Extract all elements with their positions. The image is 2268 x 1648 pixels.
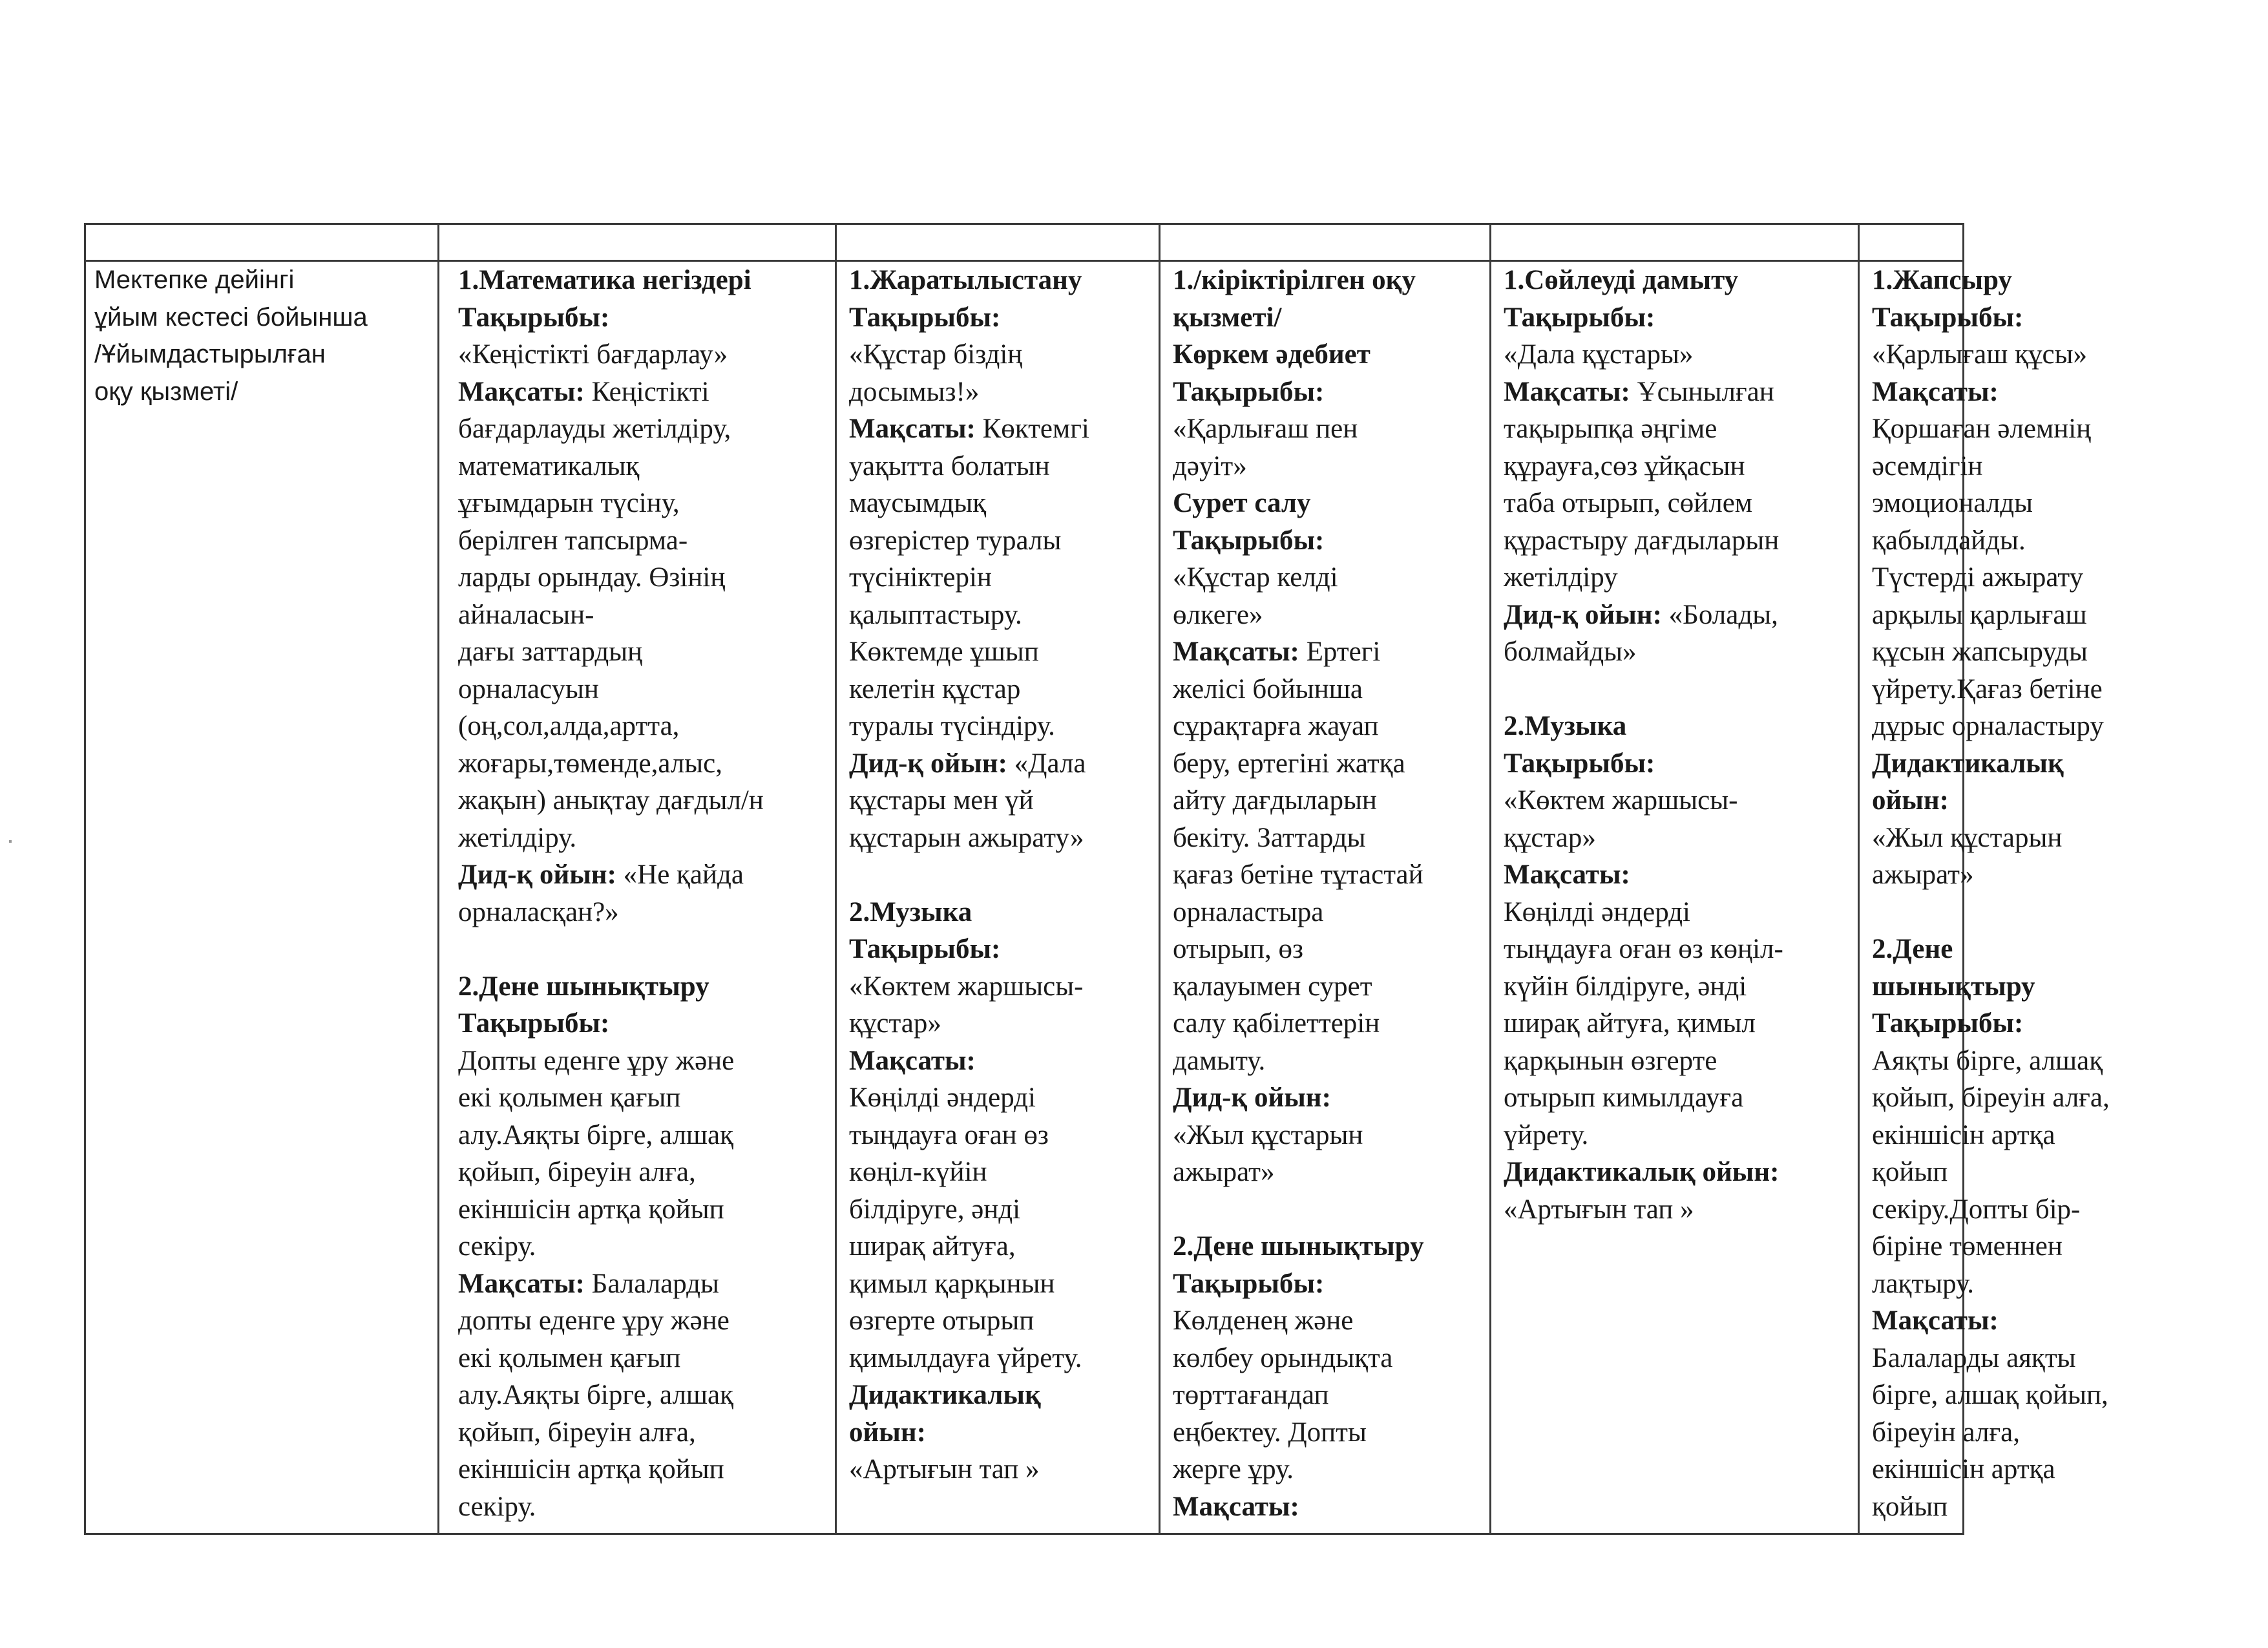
- cell-text-line: 1.Сөйлеуді дамыту: [1504, 265, 1739, 295]
- cell-text-line: Дид-қ ойын:: [1173, 1083, 1331, 1113]
- scan-speck: [9, 840, 12, 843]
- cell-text-line: туралы түсіндіру.: [849, 711, 1055, 741]
- field-label: Мақсаты:: [1173, 637, 1299, 667]
- cell-text-line: құрауға,сөз ұйқасын: [1504, 450, 1745, 481]
- field-label: Мақсаты:: [1504, 376, 1630, 407]
- field-value: Көктемгі: [975, 414, 1089, 444]
- cell-text-line: «Көктем жаршысы-: [1504, 785, 1738, 816]
- cell-text-line: Тақырыбы:: [849, 934, 1001, 964]
- cell-text-line: Тақырыбы:: [1504, 748, 1655, 779]
- cell-text-line: «Артығын тап »: [849, 1454, 1040, 1484]
- cell-text-line: дәуіт»: [1173, 450, 1247, 481]
- cell-text-line: Тақырыбы:: [458, 1008, 610, 1039]
- cell-text-line: шынықтыру: [1872, 971, 2035, 1002]
- blank-line: [1173, 1191, 1476, 1229]
- cell-text-line: Дидактикалық: [1872, 748, 2064, 779]
- cell-text-line: қойып, біреуін алға,: [1872, 1083, 2110, 1113]
- cell-text-line: 2.Дене шынықтыру: [1173, 1231, 1424, 1262]
- cell-text-line: 1./кіріктірілген оқу: [1173, 265, 1416, 295]
- cell-text-line: «Кеңістікті бағдарлау»: [458, 339, 728, 370]
- cell-text-line: жоғары,төменде,алыс,: [458, 748, 722, 779]
- cell-text-line: біреуін алға,: [1872, 1417, 2020, 1448]
- cell-text-line: Аяқты бірге, алшақ: [1872, 1045, 2103, 1076]
- cell-text-line: (оң,сол,алда,артта,: [458, 711, 680, 741]
- cell-text-line: ойын:: [849, 1417, 926, 1448]
- cell-text-line: салу қабілеттерін: [1173, 1008, 1380, 1039]
- cell-text-line: көңіл-күйін: [849, 1157, 987, 1187]
- cell-text-line: бекіту. Заттарды: [1173, 822, 1366, 853]
- blank-line: [1504, 671, 1845, 708]
- cell-text-line: қойып, біреуін алға,: [458, 1157, 696, 1187]
- cell-text-line: біріне төменнен: [1872, 1231, 2063, 1262]
- cell-text-line: алу.Аяқты бірге, алшақ: [458, 1119, 734, 1150]
- cell-text-line: қызметі/: [1173, 302, 1282, 333]
- field-label: Мақсаты:: [458, 376, 585, 407]
- cell-text-line: секіру.Допты бір-: [1872, 1194, 2081, 1225]
- cell-text-line: /Ұйымдастырылған: [94, 340, 326, 368]
- cell-text-line: Дидактикалық ойын:: [1504, 1157, 1780, 1187]
- cell-text-line: математикалық: [458, 450, 640, 481]
- field-label: Дид-қ ойын:: [1504, 599, 1662, 630]
- cell-text-line: ұғымдарын түсіну,: [458, 488, 680, 518]
- cell-text-line: дамыту.: [1173, 1045, 1266, 1076]
- monday-cell: [437, 262, 835, 1535]
- cell-text-line: бағдарлауды жетілдіру,: [458, 414, 731, 444]
- field-label: Дид-қ ойын:: [458, 860, 616, 890]
- field-value: «Болады,: [1661, 599, 1778, 630]
- cell-text-line: құсын жапсыруды: [1872, 637, 2088, 667]
- cell-text-line: қимылдауға үйрету.: [849, 1342, 1082, 1373]
- cell-text-line: [458, 856, 822, 894]
- cell-text-line: айналасын-: [458, 599, 594, 630]
- thursday-cell: [1489, 262, 1858, 1535]
- cell-text-line: қағаз бетіне тұтастай: [1173, 860, 1423, 890]
- cell-text-line: Көлденең және: [1173, 1305, 1354, 1336]
- friday-cell: [1858, 262, 2116, 1535]
- cell-text-line: ширақ айтуға, қимыл: [1504, 1008, 1756, 1039]
- cell-text-line: Көңілді әндерді: [1504, 896, 1690, 927]
- cell-text-line: досымыз!»: [849, 376, 980, 407]
- cell-text-line: Дидактикалық: [849, 1380, 1041, 1410]
- cell-text-line: Сурет салу: [1173, 488, 1311, 518]
- cell-text-line: ойын:: [1872, 785, 1949, 816]
- cell-text-line: қойып: [1872, 1491, 1948, 1522]
- cell-text-line: үйрету.: [1504, 1119, 1589, 1150]
- cell-text-line: арқылы қарлығаш: [1872, 599, 2087, 630]
- blank-line: [1872, 894, 2103, 931]
- cell-text-line: көлбеу орындықта: [1173, 1342, 1393, 1373]
- cell-text-line: екіншісін артқа қойып: [458, 1194, 724, 1225]
- cell-text-line: берілген тапсырма-: [458, 525, 688, 556]
- cell-text-line: отырып кимылдауға: [1504, 1083, 1744, 1113]
- cell-text-line: Тақырыбы:: [1173, 376, 1325, 407]
- cell-text-line: Мақсаты:: [1504, 860, 1630, 890]
- cell-text-line: құстар»: [849, 1008, 941, 1039]
- cell-text-line: тақырыпқа әңгіме: [1504, 414, 1717, 444]
- row-header-cell: [84, 262, 437, 1535]
- cell-text-line: беру, ертегіні жатқа: [1173, 748, 1405, 779]
- cell-text-line: күйін білдіруге, әнді: [1504, 971, 1747, 1002]
- cell-text-line: 2.Дене: [1872, 934, 1953, 964]
- cell-text-line: дағы заттардың: [458, 637, 643, 667]
- field-value: Ұсынылған: [1630, 376, 1774, 407]
- cell-text-line: допты еденге ұру және: [458, 1305, 730, 1336]
- cell-text-line: өлкеге»: [1173, 599, 1263, 630]
- field-label: Мақсаты:: [849, 414, 976, 444]
- field-value: «Не қайда: [616, 860, 744, 890]
- cell-text-line: құстар»: [1504, 822, 1596, 853]
- field-label: Мақсаты:: [458, 1268, 585, 1299]
- cell-text-line: Қоршаған әлемнің: [1872, 414, 2092, 444]
- cell-text-line: қимыл қарқынын: [849, 1268, 1055, 1299]
- cell-text-line: қалыптастыру.: [849, 599, 1022, 630]
- cell-text-line: қалауымен сурет: [1173, 971, 1372, 1002]
- cell-text-line: 1.Жапсыру: [1872, 265, 2012, 295]
- cell-text-line: Тақырыбы:: [849, 302, 1001, 333]
- cell-text-line: бірге, алшақ қойып,: [1872, 1380, 2108, 1410]
- cell-text-line: екіншісін артқа: [1872, 1119, 2055, 1150]
- cell-text-line: «Құстар біздің: [849, 339, 1023, 370]
- cell-text-line: ажырат»: [1173, 1157, 1275, 1187]
- cell-text-line: лақтыру.: [1872, 1268, 1974, 1299]
- cell-text-line: 2.Музыка: [849, 896, 972, 927]
- cell-text-line: алу.Аяқты бірге, алшақ: [458, 1380, 734, 1410]
- cell-text-line: «Қарлығаш құсы»: [1872, 339, 2087, 370]
- cell-text-line: екі қолымен қағып: [458, 1342, 681, 1373]
- cell-text-line: Түстерді ажырату: [1872, 562, 2084, 593]
- cell-text-line: эмоционалды: [1872, 488, 2033, 518]
- cell-text-line: құрастыру дағдыларын: [1504, 525, 1780, 556]
- cell-text-line: өзгерте отырып: [849, 1305, 1034, 1336]
- field-value: Ертегі: [1299, 637, 1381, 667]
- cell-text-line: 2.Музыка: [1504, 711, 1627, 741]
- blank-line: [458, 931, 822, 968]
- cell-text-line: Мақсаты:: [1173, 1491, 1299, 1522]
- cell-text-line: 1.Жаратылыстану: [849, 265, 1082, 295]
- table-top-border: [84, 223, 1964, 225]
- cell-text-line: Көркем әдебиет: [1173, 339, 1370, 370]
- cell-text-line: айту дағдыларын: [1173, 785, 1377, 816]
- cell-text-line: Тақырыбы:: [1872, 1008, 2024, 1039]
- cell-text-line: [1173, 633, 1476, 671]
- cell-text-line: Допты еденге ұру және: [458, 1045, 735, 1076]
- cell-text-line: тыңдауға оған өз көңіл-: [1504, 934, 1783, 964]
- cell-text-line: әсемдігін: [1872, 450, 1983, 481]
- cell-text-line: болмайды»: [1504, 637, 1637, 667]
- field-value: Кеңістікті: [584, 376, 709, 407]
- field-value: «Дала: [1007, 748, 1086, 779]
- cell-text-line: желісі бойынша: [1173, 673, 1363, 704]
- cell-text-line: орналастыра: [1173, 896, 1324, 927]
- cell-text-line: Мақсаты:: [849, 1045, 976, 1076]
- cell-text-line: қойып: [1872, 1157, 1948, 1187]
- cell-text-line: Мақсаты:: [1872, 1305, 1999, 1336]
- cell-text-line: үйрету.Қағаз бетіне: [1872, 673, 2103, 704]
- cell-text-line: келетін құстар: [849, 673, 1021, 704]
- cell-text-line: Мақсаты:: [1872, 376, 1999, 407]
- cell-text-line: еңбектеу. Допты: [1173, 1417, 1367, 1448]
- blank-line: [849, 856, 1146, 894]
- cell-text-line: Тақырыбы:: [458, 302, 610, 333]
- cell-text-line: [849, 410, 1146, 448]
- cell-text-line: «Артығын тап »: [1504, 1194, 1694, 1225]
- cell-text-line: Тақырыбы:: [1504, 302, 1655, 333]
- schedule-table: [84, 223, 2110, 1535]
- cell-text-line: дұрыс орналастыру: [1872, 711, 2104, 741]
- cell-text-line: ұйым кестесі бойынша: [94, 302, 368, 332]
- field-value: Балаларды: [584, 1268, 719, 1299]
- cell-text-line: қарқынын өзгерте: [1504, 1045, 1717, 1076]
- cell-text-line: [1504, 597, 1845, 634]
- cell-text-line: «Жыл құстарын: [1872, 822, 2063, 853]
- cell-text-line: қабылдайды.: [1872, 525, 2026, 556]
- wednesday-cell: [1159, 262, 1489, 1535]
- cell-text-line: құстары мен үй: [849, 785, 1034, 816]
- cell-text-line: таба отырып, сөйлем: [1504, 488, 1752, 518]
- cell-text-line: жерге ұру.: [1173, 1454, 1294, 1484]
- cell-text-line: қойып, біреуін алға,: [458, 1417, 696, 1448]
- cell-text-line: Балаларды аяқты: [1872, 1342, 2076, 1373]
- cell-text-line: орналасуын: [458, 673, 599, 704]
- cell-text-line: екі қолымен қағып: [458, 1083, 681, 1113]
- cell-text-line: жақын) анықтау дағдыл/н: [458, 785, 764, 816]
- cell-text-line: «Құстар келді: [1173, 562, 1338, 593]
- cell-text-line: Мектепке дейінгі: [94, 266, 295, 294]
- cell-text-line: ларды орындау. Өзінің: [458, 562, 726, 593]
- cell-text-line: жетілдіру.: [458, 822, 577, 853]
- cell-text-line: «Дала құстары»: [1504, 339, 1694, 370]
- cell-text-line: [458, 1265, 822, 1303]
- cell-text-line: құстарын ажырату»: [849, 822, 1084, 853]
- cell-text-line: Тақырыбы:: [1872, 302, 2024, 333]
- cell-text-line: Тақырыбы:: [1173, 525, 1325, 556]
- cell-text-line: секіру.: [458, 1231, 536, 1262]
- cell-text-line: өзгерістер туралы: [849, 525, 1062, 556]
- cell-text-line: жетілдіру: [1504, 562, 1618, 593]
- cell-text-line: Тақырыбы:: [1173, 1268, 1325, 1299]
- cell-text-line: отырып, өз: [1173, 934, 1304, 964]
- cell-text-line: «Жыл құстарын: [1173, 1119, 1363, 1150]
- cell-text-line: екіншісін артқа: [1872, 1454, 2055, 1484]
- cell-text-line: [849, 745, 1146, 783]
- cell-text-line: оқу қызметі/: [94, 377, 238, 406]
- field-label: Дид-қ ойын:: [849, 748, 1007, 779]
- cell-text-line: төрттағандап: [1173, 1380, 1329, 1410]
- cell-text-line: [458, 374, 822, 411]
- tuesday-cell: [835, 262, 1159, 1535]
- cell-text-line: «Көктем жаршысы-: [849, 971, 1084, 1002]
- cell-text-line: «Қарлығаш пен: [1173, 414, 1358, 444]
- cell-text-line: ширақ айтуға,: [849, 1231, 1016, 1262]
- cell-text-line: маусымдық: [849, 488, 987, 518]
- cell-text-line: екіншісін артқа қойып: [458, 1454, 724, 1484]
- cell-text-line: [1504, 374, 1845, 411]
- cell-text-line: уақытта болатын: [849, 450, 1050, 481]
- cell-text-line: түсініктерін: [849, 562, 992, 593]
- cell-text-line: 2.Дене шынықтыру: [458, 971, 709, 1002]
- cell-text-line: сұрақтарға жауап: [1173, 711, 1379, 741]
- cell-text-line: Көктемде ұшып: [849, 637, 1039, 667]
- cell-text-line: орналасқан?»: [458, 896, 619, 927]
- cell-text-line: Көңілді әндерді: [849, 1083, 1036, 1113]
- cell-text-line: ажырат»: [1872, 860, 1974, 890]
- cell-text-line: тыңдауға оған өз: [849, 1119, 1049, 1150]
- cell-text-line: білдіруге, әнді: [849, 1194, 1021, 1225]
- cell-text-line: секіру.: [458, 1491, 536, 1522]
- cell-text-line: 1.Математика негіздері: [458, 265, 751, 295]
